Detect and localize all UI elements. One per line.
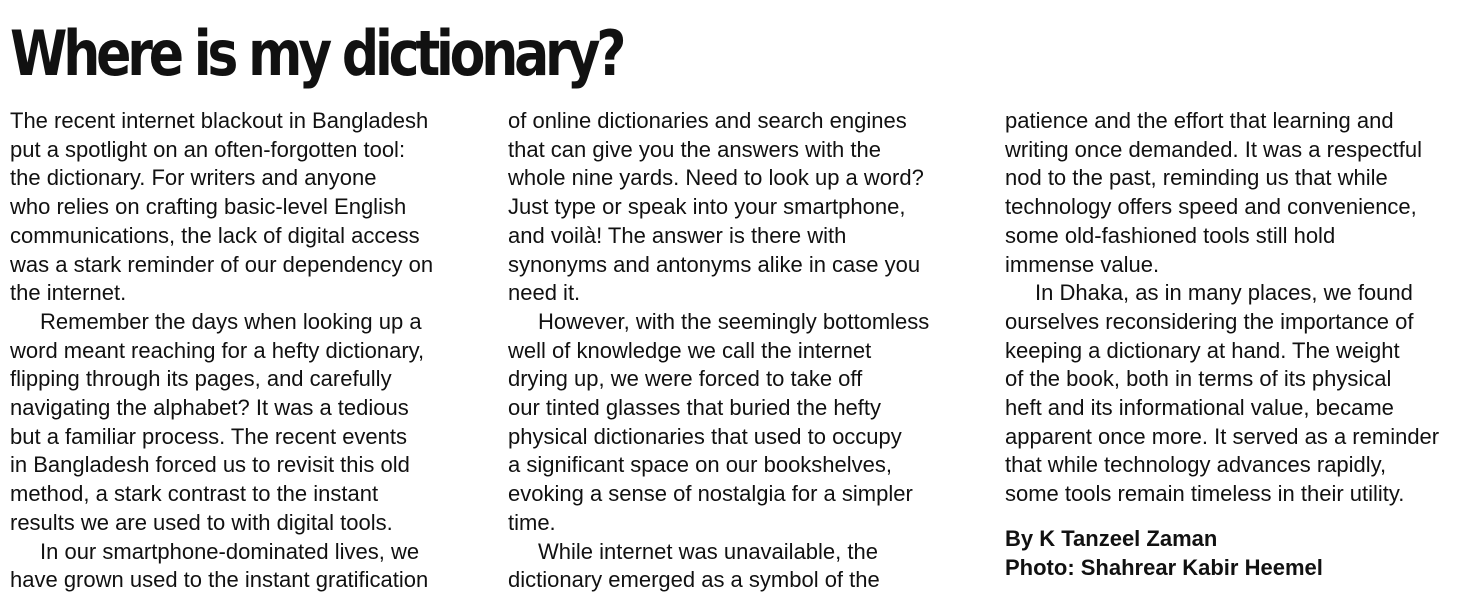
text-line: writing once demanded. It was a respectful [1005, 136, 1423, 162]
text-line: well of knowledge we call the internet [508, 337, 872, 363]
text-line: that can give you the answers with the [508, 136, 881, 162]
text-line: apparent once more. It served as a reminder [1005, 423, 1440, 449]
text-line: method, a stark contrast to the instant [10, 481, 379, 507]
byline [1005, 525, 1467, 582]
text-line: word meant reaching for a hefty dictionary, [10, 337, 425, 363]
text-line: heft and its informational value, became [1005, 395, 1394, 421]
text-line: but a familiar process. The recent events [10, 423, 408, 449]
text-line: some old-fashioned tools still hold [1005, 222, 1336, 248]
text-line: was a stark reminder of our dependency on [10, 251, 434, 277]
article-column-2 [508, 107, 978, 595]
photo-credit: Photo: Shahrear Kabir Heemel [1005, 554, 1323, 580]
text-line: time. [508, 509, 556, 535]
text-line: our tinted glasses that buried the hefty [508, 395, 882, 421]
text-line: Remember the days when looking up a [40, 308, 422, 334]
text-line: that while technology advances rapidly, [1005, 452, 1387, 478]
article-headline: Where is my dictionary? [10, 17, 623, 90]
text-line: the internet. [10, 280, 127, 306]
text-line: However, with the seemingly bottomless [538, 308, 930, 334]
text-line: flipping through its pages, and carefully [10, 366, 392, 392]
text-line: of the book, both in terms of its physical [1005, 366, 1392, 392]
text-line: The recent internet blackout in Bangladesh [10, 108, 429, 133]
text-line: physical dictionaries that used to occupy [508, 423, 902, 449]
text-line: put a spotlight on an often-forgotten tool: [10, 136, 406, 162]
text-line: communications, the lack of digital access [10, 222, 420, 248]
text-line: have grown used to the instant gratification [10, 567, 429, 593]
text-line: who relies on crafting basic-level English [10, 194, 407, 220]
text-line: Just type or speak into your smartphone, [508, 194, 906, 220]
text-line: immense value. [1005, 251, 1160, 277]
text-line: ourselves reconsidering the importance of [1005, 308, 1414, 334]
text-line: evoking a sense of nostalgia for a simpler [508, 481, 913, 507]
text-line: In Dhaka, as in many places, we found [1035, 280, 1413, 306]
article-column-1 [10, 107, 480, 595]
text-line: and voilà! The answer is there with [508, 222, 847, 248]
text-line: a significant space on our bookshelves, [508, 452, 893, 478]
column-3-body [1005, 107, 1467, 509]
text-line: In our smartphone-dominated lives, we [40, 538, 420, 564]
text-line: keeping a dictionary at hand. The weight [1005, 337, 1400, 363]
text-line: nod to the past, reminding us that while [1005, 165, 1388, 191]
author-credit: By K Tanzeel Zaman [1005, 525, 1218, 551]
text-line: results we are used to with digital tools. [10, 509, 393, 535]
text-line: the dictionary. For writers and anyone [10, 165, 377, 191]
text-line: technology offers speed and convenience, [1005, 194, 1417, 220]
text-line: patience and the effort that learning and [1005, 108, 1394, 133]
article-column-3 [1005, 107, 1467, 582]
text-line: in Bangladesh forced us to revisit this old [10, 452, 410, 478]
text-line: While internet was unavailable, the [538, 538, 878, 564]
text-line: some tools remain timeless in their utility. [1005, 481, 1405, 507]
text-line: drying up, we were forced to take off [508, 366, 863, 392]
text-line: dictionary emerged as a symbol of the [508, 567, 880, 593]
text-line: synonyms and antonyms alike in case you [508, 251, 921, 277]
text-line: need it. [508, 280, 581, 306]
text-line: of online dictionaries and search engines [508, 108, 907, 133]
text-line: navigating the alphabet? It was a tedious [10, 395, 409, 421]
text-line: whole nine yards. Need to look up a word? [508, 165, 924, 191]
